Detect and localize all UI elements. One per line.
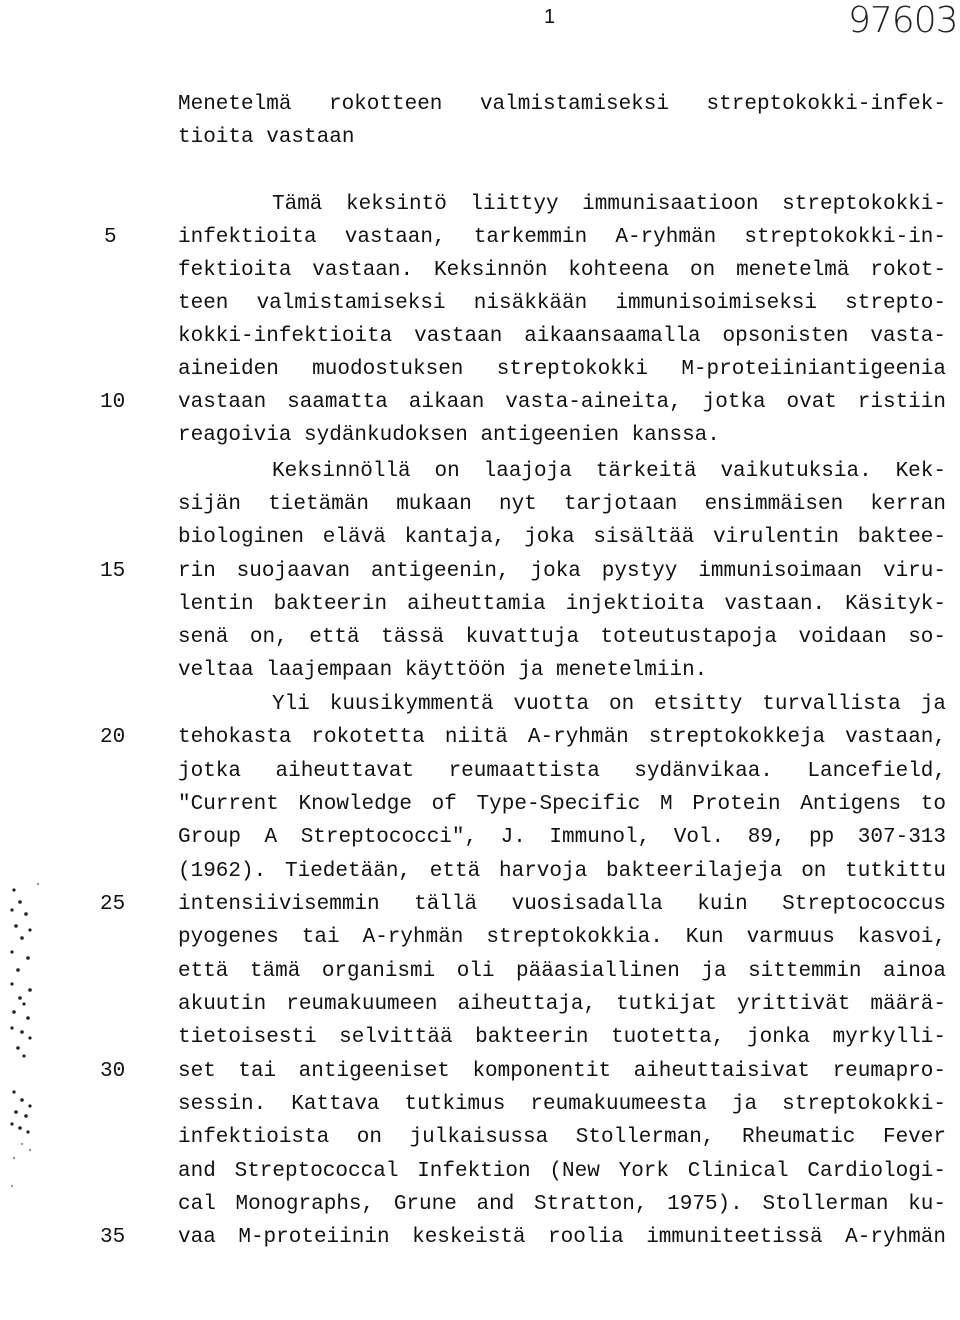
line-number: 15 [100,560,126,583]
body-line: infektioista on julkaisussa Stollerman, Rheumatic Fever [178,1126,946,1149]
line-number: 20 [100,726,126,749]
body-line: infektioita vastaan, tarkemmin A-ryhmän streptokokki-in- [178,226,946,249]
body-line: aineiden muodostuksen streptokokki M-proteiiniantigeenia [178,358,946,381]
body-line: tehokasta rokotetta niitä A-ryhmän streptokokkeja vastaan, [178,726,946,749]
body-line: vaa M-proteiinin keskeistä roolia immuniteetissä A-ryhmän [178,1226,946,1249]
body-line: reagoivia sydänkudoksen antigeenien kanssa. [178,424,720,447]
body-line: veltaa laajempaan käyttöön ja menetelmiin. [178,659,708,682]
body-line: Tämä keksintö liittyy immunisaatioon streptokokki- [272,193,946,216]
body-line: Keksinnöllä on laajoja tärkeitä vaikutuksia. Kek- [272,460,946,483]
body-line: sessin. Kattava tutkimus reumakuumeesta ja streptokokki- [178,1093,946,1116]
body-line: akuutin reumakuumeen aiheuttaja, tutkijat yrittivät määrä- [178,993,946,1016]
title-line: tioita vastaan [178,126,355,149]
scan-artifact-dots [0,880,70,1200]
body-line: "Current Knowledge of Type-Specific M Protein Antigens to [178,793,946,816]
title-line: Menetelmä rokotteen valmistamiseksi streptokokki-infek- [178,93,946,116]
body-line: Yli kuusikymmentä vuotta on etsitty turvallista ja [272,693,946,716]
document-number: 97603 [848,0,958,41]
body-line: fektioita vastaan. Keksinnön kohteena on menetelmä rokot- [178,259,946,282]
body-line: (1962). Tiedetään, että harvoja bakteerilajeja on tutkittu [178,860,946,883]
line-number: 30 [100,1060,126,1083]
body-line: rin suojaavan antigeenin, joka pystyy immunisoimaan viru- [178,560,946,583]
body-line: lentin bakteerin aiheuttamia injektioita vastaan. Käsityk- [178,593,946,616]
body-line: set tai antigeeniset komponentit aiheuttaisivat reumapro- [178,1060,946,1083]
body-line: jotka aiheuttavat reumaattista sydänvikaa. Lancefield, [178,760,946,783]
body-line: että tämä organismi oli pääasiallinen ja sittemmin ainoa [178,960,946,983]
body-line: tietoisesti selvittää bakteerin tuotetta, jonka myrkylli- [178,1026,946,1049]
line-number: 35 [100,1226,126,1249]
body-line: vastaan saamatta aikaan vasta-aineita, jotka ovat ristiin [178,391,946,414]
body-line: teen valmistamiseksi nisäkkään immunisoimiseksi strepto- [178,292,946,315]
body-line: Group A Streptococci", J. Immunol, Vol. 89, pp 307-313 [178,826,946,849]
body-line: biologinen elävä kantaja, joka sisältää virulentin baktee- [178,526,946,549]
body-line: pyogenes tai A-ryhmän streptokokkia. Kun varmuus kasvoi, [178,926,946,949]
body-line: senä on, että tässä kuvattuja toteutustapoja voidaan so- [178,626,946,649]
line-number: 25 [100,893,126,916]
body-line: sijän tietämän mukaan nyt tarjotaan ensimmäisen kerran [178,493,946,516]
body-line: cal Monographs, Grune and Stratton, 1975). Stollerman ku- [178,1193,946,1216]
body-line: kokki-infektioita vastaan aikaansaamalla opsonisten vasta- [178,325,946,348]
body-line: intensiivisemmin tällä vuosisadalla kuin Streptococcus [178,893,946,916]
line-number: 10 [100,391,126,414]
line-number: 5 [104,226,117,249]
page-number: 1 [544,6,556,28]
body-line: and Streptococcal Infektion (New York Clinical Cardiologi- [178,1160,946,1183]
